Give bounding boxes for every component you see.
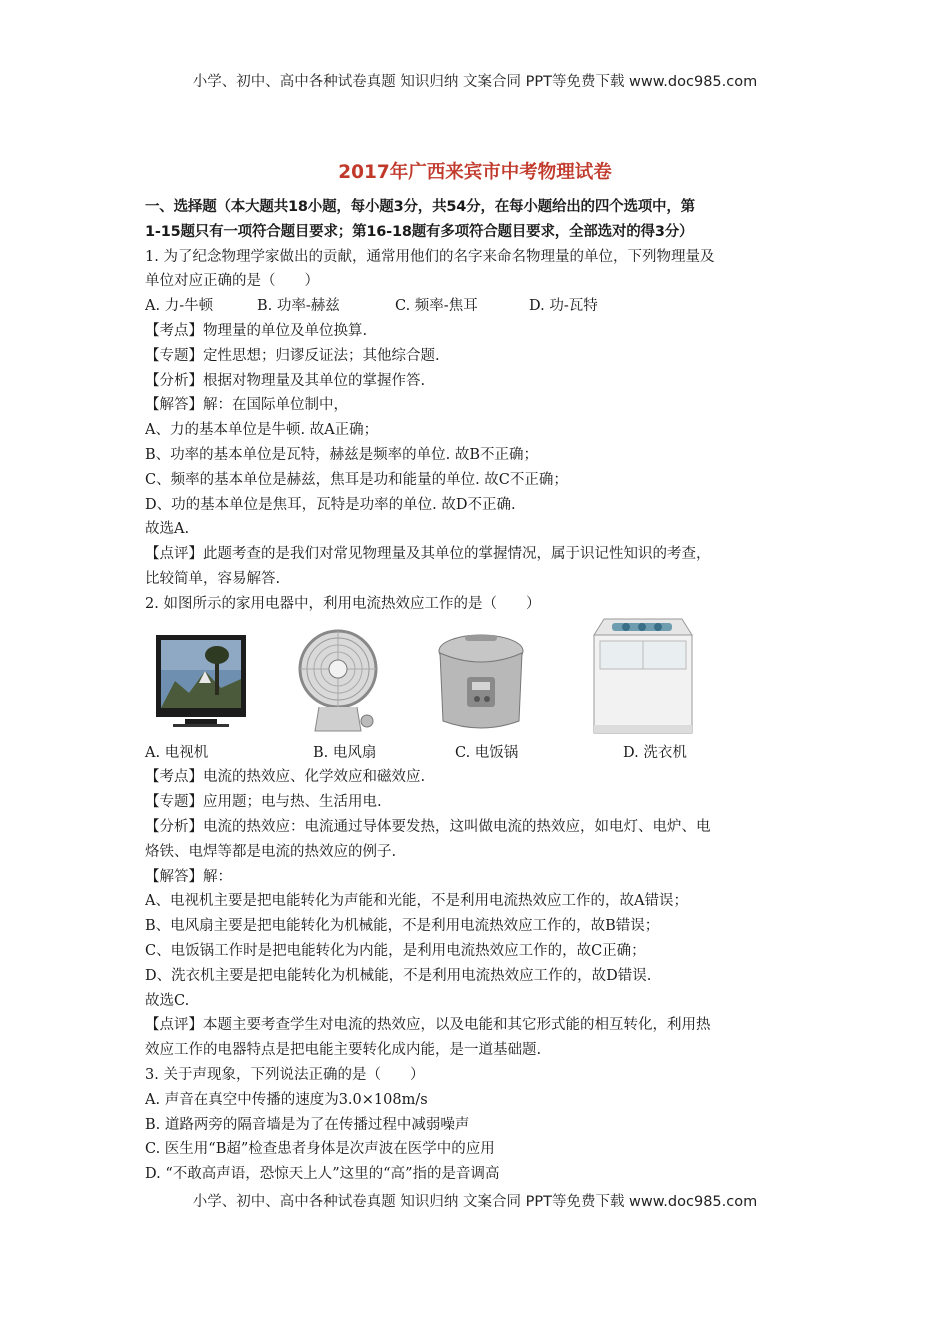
q2-dianping-2: 效应工作的电器特点是把电能主要转化成内能，是一道基础题.	[145, 1042, 542, 1059]
tv-image	[155, 633, 247, 743]
q1-jieda-d: D、功的基本单位是焦耳，瓦特是功率的单位. 故D不正确.	[145, 496, 516, 513]
q1-option-d: D. 功-瓦特	[529, 298, 598, 315]
q2-option-c: C. 电饭锅	[455, 744, 519, 761]
q2-jieda-d: D、洗衣机主要是把电能转化为机械能，不是利用电流热效应工作的，故D错误.	[145, 967, 652, 984]
q3-option-c: C. 医生用“B超”检查患者身体是次声波在医学中的应用	[145, 1141, 495, 1158]
q2-option-labels	[145, 741, 810, 766]
q2-kaodian: 【考点】电流的热效应、化学效应和磁效应.	[145, 769, 426, 786]
q2-jieda-b: B、电风扇主要是把电能转化为机械能，不是利用电流热效应工作的，故B错误；	[145, 918, 660, 935]
page-footer: 小学、初中、高中各种试卷真题 知识归纳 文案合同 PPT等免费下载 www.doc985.com	[192, 1194, 758, 1210]
q2-jieda-c: C、电饭锅工作时是把电能转化为内能，是利用电流热效应工作的，故C正确；	[145, 942, 646, 959]
q1-dianping-2: 比较简单，容易解答.	[145, 570, 281, 587]
section-heading-2: 1-15题只有一项符合题目要求；第16-18题有多项符合题目要求，全部选对的得3分）	[145, 223, 694, 240]
q1-jieda-a: A、力的基本单位是牛顿. 故A正确；	[145, 422, 379, 439]
q2-dianping-1: 【点评】本题主要考查学生对电流的热效应，以及电能和其它形式能的相互转化，利用热	[145, 1017, 711, 1034]
q1-jieda-b: B、功率的基本单位是瓦特，赫兹是频率的单位. 故B不正确；	[145, 446, 539, 463]
q2-answer: 故选C.	[145, 992, 190, 1009]
q3-option-a: A. 声音在真空中传播的速度为3.0×108m/s	[145, 1091, 428, 1108]
q2-jieda: 【解答】解：	[145, 868, 232, 885]
q1-answer: 故选A.	[145, 521, 190, 538]
q1-option-b: B. 功率-赫兹	[257, 298, 340, 315]
page-title: 2017年广西来宾市中考物理试卷	[338, 162, 612, 183]
q2-option-b: B. 电风扇	[313, 744, 377, 761]
q3-option-d: D. “不敢高声语，恐惊天上人”这里的“高”指的是音调高	[145, 1166, 500, 1183]
q1-stem-2: 单位对应正确的是（ ）	[145, 273, 319, 290]
washing-machine-image	[590, 617, 696, 741]
q2-jieda-a: A、电视机主要是把电能转化为声能和光能，不是利用电流热效应工作的，故A错误；	[145, 893, 688, 910]
rice-cooker-image	[435, 631, 527, 739]
q2-zhuanti: 【专题】应用题；电与热、生活用电.	[145, 794, 382, 811]
q1-fenxi: 【分析】根据对物理量及其单位的掌握作答.	[145, 372, 426, 389]
page-header: 小学、初中、高中各种试卷真题 知识归纳 文案合同 PPT等免费下载 www.doc985.com	[192, 74, 758, 90]
q3-option-b: B. 道路两旁的隔音墙是为了在传播过程中减弱噪声	[145, 1116, 470, 1133]
q1-dianping-1: 【点评】此题考查的是我们对常见物理量及其单位的掌握情况，属于识记性知识的考查，	[145, 546, 711, 563]
q1-option-a: A. 力-牛顿	[145, 298, 214, 315]
q2-option-a: A. 电视机	[145, 744, 209, 761]
q1-jieda-c: C、频率的基本单位是赫兹，焦耳是功和能量的单位. 故C不正确；	[145, 471, 568, 488]
q2-option-d: D. 洗衣机	[623, 744, 687, 761]
q2-images	[145, 623, 810, 741]
q2-stem: 2. 如图所示的家用电器中，利用电流热效应工作的是（ ）	[145, 595, 541, 612]
q1-jieda: 【解答】解：在国际单位制中，	[145, 397, 348, 414]
q1-options	[145, 294, 810, 319]
q2-fenxi-1: 【分析】电流的热效应：电流通过导体要发热，这叫做电流的热效应，如电灯、电炉、电	[145, 818, 711, 835]
q1-zhuanti: 【专题】定性思想；归谬反证法；其他综合题.	[145, 347, 440, 364]
q2-fenxi-2: 烙铁、电焊等都是电流的热效应的例子.	[145, 843, 397, 860]
exam-content	[145, 195, 810, 1187]
fan-image	[297, 625, 379, 741]
q3-stem: 3. 关于声现象，下列说法正确的是（ ）	[145, 1066, 425, 1083]
section-heading-1: 一、选择题（本大题共18小题，每小题3分，共54分，在每小题给出的四个选项中，第	[145, 199, 695, 215]
q1-kaodian: 【考点】物理量的单位及单位换算.	[145, 322, 368, 339]
q1-option-c: C. 频率-焦耳	[395, 298, 478, 315]
q1-stem-1: 1. 为了纪念物理学家做出的贡献，通常用他们的名字来命名物理量的单位，下列物理量及	[145, 248, 715, 265]
